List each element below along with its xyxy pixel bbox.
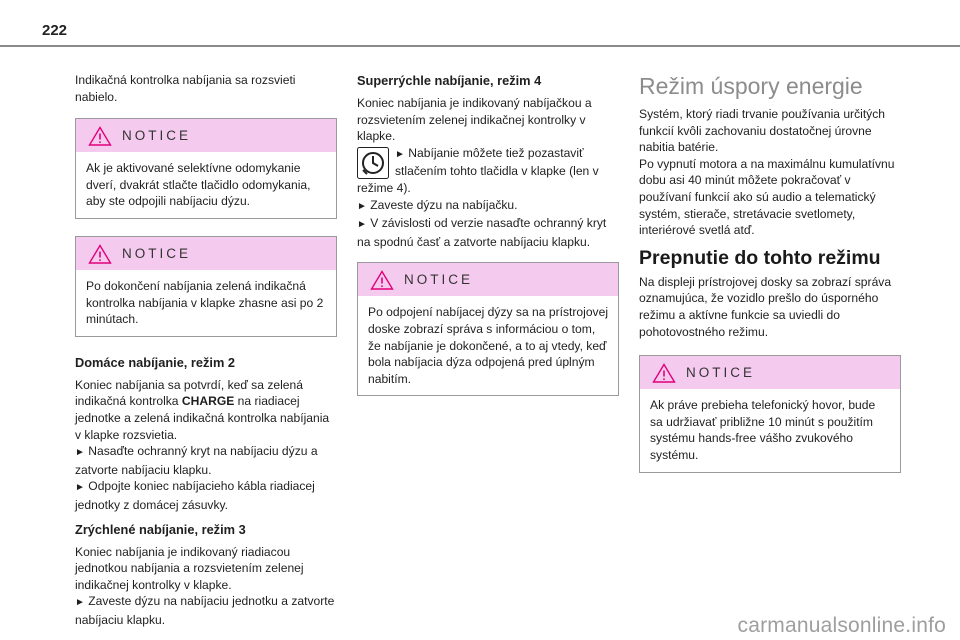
mode4-step-icon bbox=[357, 145, 619, 197]
mode2-step-1 bbox=[75, 443, 337, 478]
notice-header bbox=[358, 263, 618, 296]
notice-text: Po odpojení nabíjacej dýzy sa na prístrojovej doske zobrazí správa s informáciou o tom, že nabíjanie je dokončené, a to aj vtedy, keď bola nabíjacia dýza odpojená pred úplným nabitím. bbox=[368, 305, 609, 386]
step-text: V závislosti od verzie nasaďte ochranný kryt na spodnú časť a zatvorte nabíjaciu klapku. bbox=[357, 216, 607, 249]
right-column bbox=[639, 72, 901, 473]
mode4-text: Koniec nabíjania je indikovaný nabíjačkou a rozsvietením zelenej indikačnej kontrolky v klapke. bbox=[357, 96, 592, 144]
notice-box-3 bbox=[357, 262, 619, 396]
warning-triangle-icon bbox=[88, 244, 112, 264]
mode3-step-1 bbox=[75, 593, 337, 628]
notice-header bbox=[640, 356, 900, 389]
header-rule bbox=[0, 45, 960, 47]
sub-heading: Prepnutie do tohto režimu bbox=[639, 246, 881, 269]
section-text-1: Systém, ktorý riadi trvanie používania určitých funkcií kvôli zachovaniu dostatočnej úrovne nabitia batérie. bbox=[639, 107, 886, 155]
sub-text: Na displeji prístrojovej dosky sa zobrazí správa oznamujúca, že vozidlo prešlo do úsporného režimu a aktívne funkcie sa uviedli do pohotovostného režimu. bbox=[639, 274, 892, 339]
intro-text: Indikačná kontrolka nabíjania sa rozsvieti nabielo. bbox=[75, 73, 296, 104]
step-text: Zaveste dýzu na nabíjaciu jednotku a zatvorte nabíjaciu klapku. bbox=[75, 594, 335, 627]
bullet-arrow-icon: ► bbox=[357, 219, 367, 231]
section-text-2: Po vypnutí motora a na maximálnu kumulatívnu dobu asi 40 minút môžete pokračovať v používaní funkcií ako sú audio a telematický systém, stierače, stretávacie svetlomety, interiérové svetlá atď. bbox=[639, 156, 895, 238]
mode2-step-2 bbox=[75, 478, 337, 513]
step-text: Nabíjanie môžete tiež pozastaviť stlačením tohto tlačidla v klapke (len v režime 4). bbox=[357, 145, 599, 195]
notice-title: NOTICE bbox=[122, 245, 192, 261]
mode3-text: Koniec nabíjania je indikovaný riadiacou jednotkou nabíjania a rozsvietením zelenej indikačnej kontrolky v klapke. bbox=[75, 544, 304, 592]
mode3-heading: Zrýchlené nabíjanie, režim 3 bbox=[75, 521, 246, 537]
notice-title: NOTICE bbox=[686, 365, 756, 381]
mode2-text-a: Koniec nabíjania sa potvrdí, keď sa zelená indikačná kontrolka bbox=[75, 377, 303, 409]
left-column bbox=[75, 72, 337, 628]
bullet-arrow-icon: ► bbox=[395, 148, 405, 160]
bullet-arrow-icon: ► bbox=[75, 447, 85, 459]
watermark: carmanualsonline.info bbox=[737, 614, 946, 637]
charge-label: CHARGE bbox=[181, 394, 235, 409]
notice-title: NOTICE bbox=[404, 272, 474, 288]
bullet-arrow-icon: ► bbox=[357, 200, 367, 212]
mode2-text-b: na riadiacej jednotke a zelená indikačná kontrolka nabíjania v klapke rozsvietia. bbox=[75, 394, 330, 442]
step-text: Zaveste dýzu na nabíjačku. bbox=[370, 197, 518, 212]
bullet-arrow-icon: ► bbox=[75, 482, 85, 494]
bullet-arrow-icon: ► bbox=[75, 597, 85, 609]
page-number: 222 bbox=[42, 22, 68, 39]
mode2-text bbox=[75, 377, 337, 443]
notice-box-4 bbox=[639, 355, 901, 472]
warning-triangle-icon bbox=[652, 363, 676, 383]
mode2-heading: Domáce nabíjanie, režim 2 bbox=[75, 354, 236, 370]
charge-timer-button-icon bbox=[357, 147, 389, 179]
notice-box-1 bbox=[75, 118, 337, 219]
section-title: Režim úspory energie bbox=[639, 73, 863, 99]
notice-header bbox=[76, 237, 336, 270]
step-text: Odpojte koniec nabíjacieho kábla riadiacej jednotky z domácej zásuvky. bbox=[75, 479, 315, 512]
notice-text: Ak práve prebieha telefonický hovor, bude sa udržiavať približne 10 minút s použitím systému hands-free vášho zvukového systému. bbox=[650, 398, 876, 462]
warning-triangle-icon bbox=[88, 126, 112, 146]
notice-text: Ak je aktivované selektívne odomykanie dverí, dvakrát stlačte tlačidlo odomykania, aby ste odpojili nabíjaciu dýzu. bbox=[86, 161, 311, 209]
notice-text: Po dokončení nabíjania zelená indikačná kontrolka nabíjania v klapke zhasne asi po 2 minútach. bbox=[86, 278, 324, 327]
warning-triangle-icon bbox=[370, 270, 394, 290]
notice-box-2 bbox=[75, 236, 337, 337]
notice-header bbox=[76, 119, 336, 152]
middle-column bbox=[357, 72, 619, 396]
notice-title: NOTICE bbox=[122, 128, 192, 144]
mode4-step-3 bbox=[357, 215, 619, 250]
mode4-heading: Superrýchle nabíjanie, režim 4 bbox=[357, 73, 542, 88]
step-text: Nasaďte ochranný kryt na nabíjaciu dýzu a zatvorte nabíjaciu klapku. bbox=[75, 444, 318, 477]
mode4-step-2 bbox=[357, 197, 619, 216]
